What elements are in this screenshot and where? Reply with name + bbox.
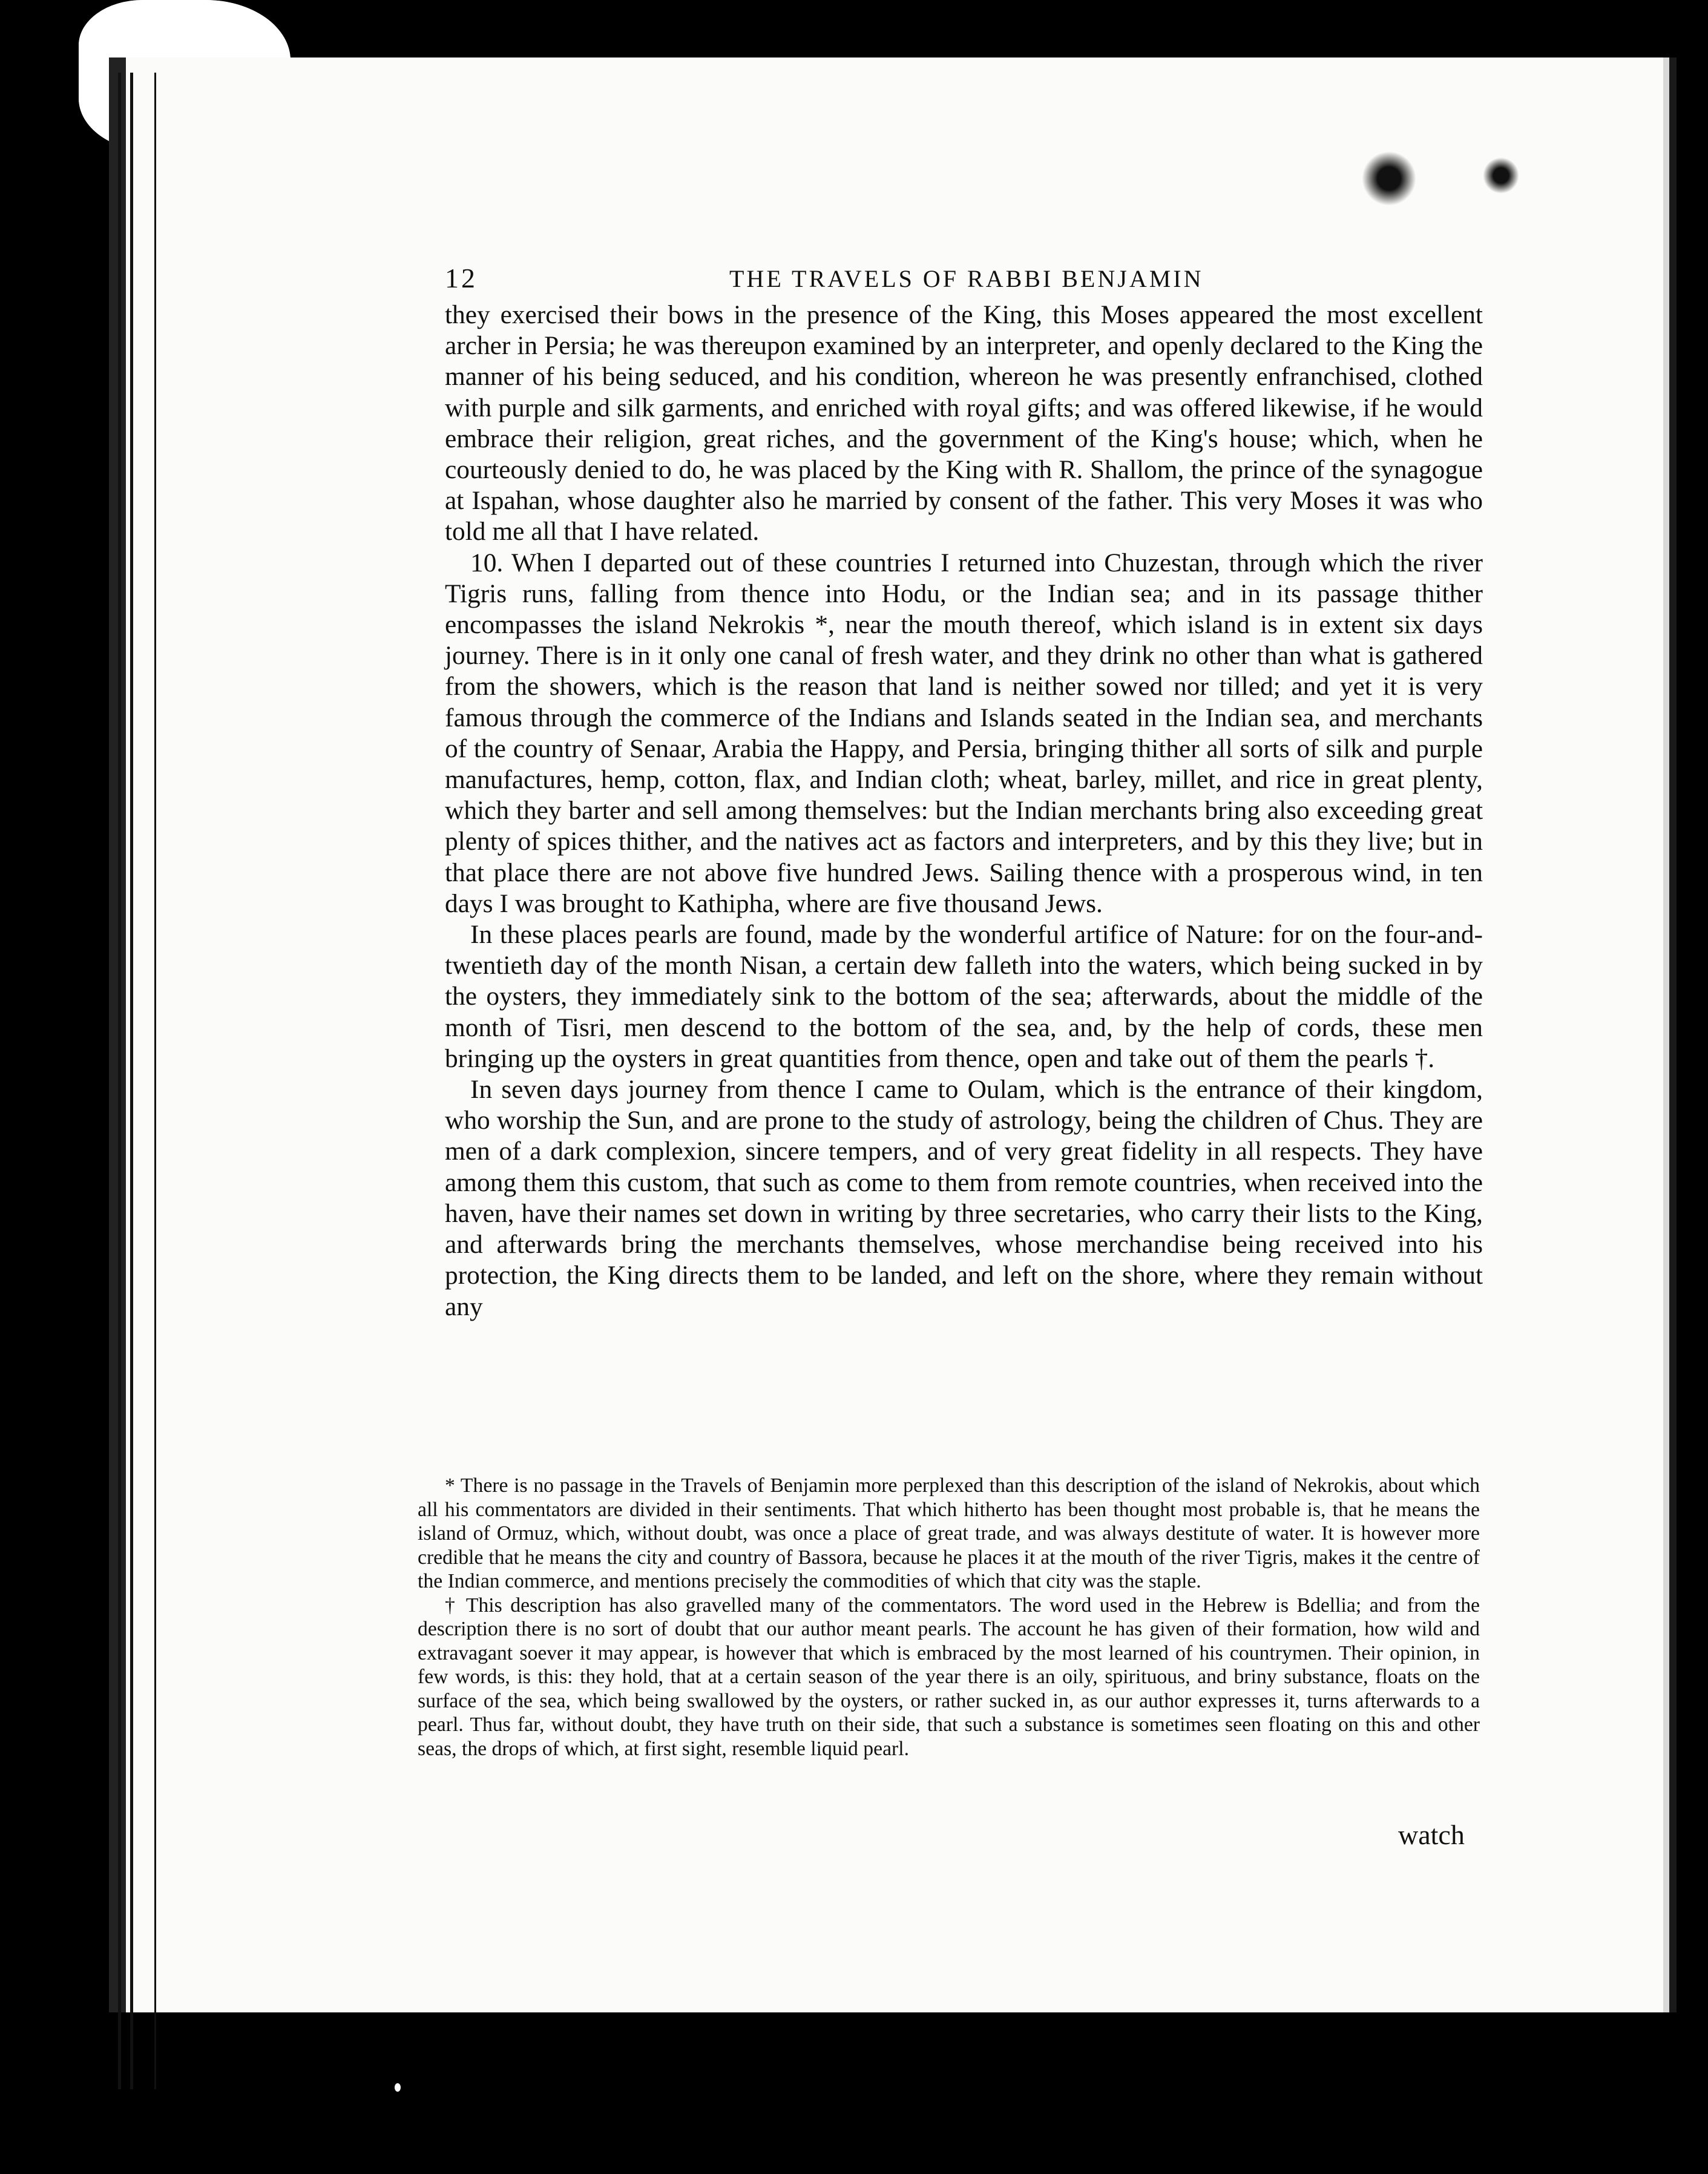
- paragraph: 10. When I departed out of these countries I returned into Chuzestan, through which the river Tigris runs, falling from thence into Hodu, or the Indian sea; and in its passage thither encompasses the island Nekrokis *, near the mouth thereof, which island is in extent six days journey. There is in it only one canal of fresh water, and they drink no other than what is gathered from the showers, which is the reason that land is neither sowed nor tilled; and yet it is very famous through the commerce of the Indians and Islands seated in the Indian sea, and merchants of the country of Senaar, Arabia the Happy, and Persia, bringing thither all sorts of silk and purple manufactures, hemp, cotton, flax, and Indian cloth; wheat, barley, millet, and rice in great plenty, which they barter and sell among themselves: but the Indian merchants bring also exceeding great plenty of spices thither, and the natives act as factors and interpreters, and by this they live; but in that place there are not above five hundred Jews. Sailing thence with a prosperous wind, in ten days I was brought to Kathipha, where are five thousand Jews.: [445, 548, 1483, 918]
- stray-mark: [395, 2083, 401, 2092]
- binding-line: [130, 73, 133, 2089]
- paragraph: In seven days journey from thence I came to Oulam, which is the entrance of their kingdom, who worship the Sun, and are prone to the study of astrology, being the children of Chus. They are men of a dark complexion, sincere tempers, and of very great fidelity in all respects. They have among them this custom, that such as come to them from remote countries, when received into the haven, have their names set down in writing by three secretaries, who carry their lists to the King, and afterwards bring the merchants themselves, whose merchandise being received into his protection, the King directs them to be landed, and left on the shore, where they remain without any: [445, 1075, 1483, 1321]
- body-text: [445, 300, 1483, 1322]
- footnotes: [418, 1474, 1480, 1761]
- page-number: 12: [445, 263, 478, 294]
- paragraph: they exercised their bows in the presence of the King, this Moses appeared the most excellent archer in Persia; he was thereupon examined by an interpreter, and openly declared to the King the manner of his being seduced, and his condition, whereon he was presently enfranchised, clothed with purple and silk garments, and enriched with royal gifts; and was offered likewise, if he would embrace their religion, great riches, and the government of the King's house; which, when he courteously denied to do, he was placed by the King with R. Shallom, the prince of the synagogue at Ispahan, whose daughter also he married by consent of the father. This very Moses it was who told me all that I have related.: [445, 300, 1483, 547]
- footnote: † This description has also gravelled many of the commentators. The word used in the Hebrew is Bdellia; and from the description there is no sort of doubt that our author meant pearls. The account he has given of their formation, how wild and extravagant soever it may appear, is however that which is embraced by the most learned of his countrymen. Their opinion, in few words, is this: they hold, that at a certain season of the year there is an oily, spirituous, and briny substance, floats on the surface of the sea, which being swallowed by the oysters, or rather sucked in, as our author expresses it, turns afterwards to a pearl. Thus far, without doubt, they have truth on their side, that such a substance is sometimes seen floating on this and other seas, the drops of which, at first sight, resemble liquid pearl.: [418, 1594, 1480, 1760]
- footnote: * There is no passage in the Travels of Benjamin more perplexed than this description of the island of Nekrokis, about which all his commentators are divided in their sentiments. That which hitherto has been thought most probable is, that he means the island of Ormuz, which, without doubt, was once a place of great trade, and was always destitute of water. It is however more credible that he means the city and country of Bassora, because he places it at the mouth of the river Tigris, makes it the centre of the Indian commerce, and mentions precisely the commodities of which that city was the staple.: [418, 1474, 1480, 1592]
- ink-blot: [1483, 157, 1519, 194]
- paragraph: In these places pearls are found, made by the wonderful artifice of Nature: for on the four-and-twentieth day of the month Nisan, a certain dew falleth into the waters, which being sucked in by the oysters, they immediately sink to the bottom of the sea; afterwards, about the middle of the month of Tisri, men descend to the bottom of the sea, and, by the help of cords, these men bringing up the oysters in great quantities from thence, open and take out of them the pearls †.: [445, 920, 1483, 1073]
- binding-line: [154, 73, 156, 2089]
- ink-blot: [1362, 151, 1416, 206]
- catchword: watch: [1398, 1819, 1465, 1850]
- main-text-block: [445, 257, 1483, 1322]
- running-head: [445, 257, 1483, 300]
- binding-line: [118, 73, 121, 2089]
- running-title: THE TRAVELS OF RABBI BENJAMIN: [729, 265, 1204, 292]
